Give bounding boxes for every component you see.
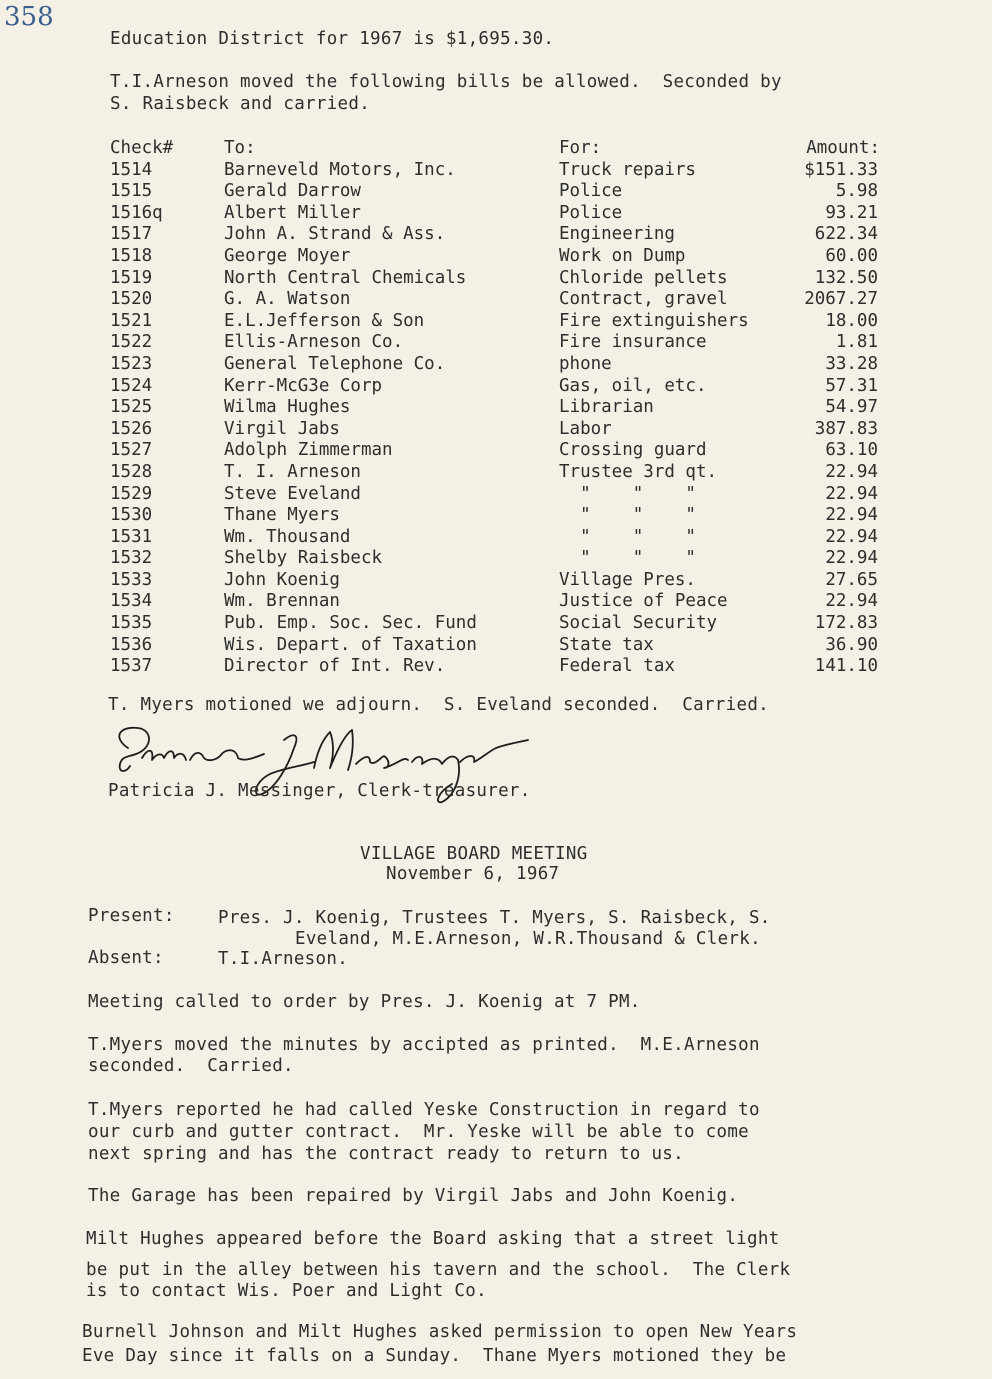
check-number: 1521 — [110, 310, 153, 331]
yeske-line-2: our curb and gutter contract. Mr. Yeske will be able to come — [88, 1122, 749, 1142]
purpose: State tax — [559, 634, 654, 655]
table-row — [110, 289, 890, 311]
amount: 141.10 — [814, 656, 878, 677]
check-number: 1536 — [110, 634, 153, 655]
purpose: Engineering — [559, 224, 675, 245]
table-row — [110, 268, 890, 290]
new-years-line-2: Eve Day since it falls on a Sunday. Thane Myers motioned they be — [82, 1346, 787, 1366]
purpose: Truck repairs — [559, 159, 696, 180]
purpose: " " " — [559, 505, 696, 526]
payee: George Moyer — [224, 245, 351, 266]
purpose: Gas, oil, etc. — [559, 375, 707, 396]
present-line-2: Eveland, M.E.Arneson, W.R.Thousand & Clerk. — [295, 929, 761, 949]
yeske-line-3: next spring and has the contract ready to return to us. — [88, 1144, 684, 1164]
table-row — [110, 397, 890, 419]
payee: Thane Myers — [224, 505, 340, 526]
check-number: 1531 — [110, 526, 153, 547]
amount: 27.65 — [825, 569, 878, 590]
amount: 622.34 — [814, 224, 878, 245]
amount: 22.94 — [825, 591, 878, 612]
check-number: 1516q — [110, 202, 163, 223]
check-number: 1524 — [110, 375, 153, 396]
table-row — [110, 527, 890, 549]
present-label: Present: — [88, 906, 175, 926]
table-row — [110, 311, 890, 333]
table-row — [110, 635, 890, 657]
payee: G. A. Watson — [224, 289, 351, 310]
amount: 36.90 — [825, 634, 878, 655]
check-number: 1530 — [110, 505, 153, 526]
street-light-line-3: is to contact Wis. Poer and Light Co. — [86, 1281, 487, 1301]
new-years-line-1: Burnell Johnson and Milt Hughes asked permission to open New Years — [82, 1322, 798, 1342]
purpose: Village Pres. — [559, 569, 696, 590]
header-to: To: — [224, 138, 256, 158]
payee: North Central Chemicals — [224, 267, 467, 288]
present-line-1: Pres. J. Koenig, Trustees T. Myers, S. Raisbeck, S. — [218, 908, 771, 928]
table-row — [110, 332, 890, 354]
payee: Steve Eveland — [224, 483, 361, 504]
absent-label: Absent: — [88, 948, 164, 968]
bills-table-header — [110, 138, 890, 160]
purpose: Trustee 3rd qt. — [559, 461, 718, 482]
amount: 60.00 — [825, 245, 878, 266]
garage-line: The Garage has been repaired by Virgil Jabs and John Koenig. — [88, 1186, 739, 1206]
table-row — [110, 224, 890, 246]
meeting-called-line: Meeting called to order by Pres. J. Koenig at 7 PM. — [88, 992, 641, 1012]
amount: $151.33 — [804, 159, 878, 180]
header-for: For: — [559, 138, 602, 158]
check-number: 1535 — [110, 613, 153, 634]
table-row — [110, 160, 890, 182]
table-row — [110, 484, 890, 506]
purpose: Social Security — [559, 613, 718, 634]
check-number: 1514 — [110, 159, 153, 180]
purpose: Fire extinguishers — [559, 310, 749, 331]
meeting-title: VILLAGE BOARD MEETING — [360, 844, 588, 864]
payee: Kerr-McG3e Corp — [224, 375, 383, 396]
purpose: " " " — [559, 483, 696, 504]
clerk-signature-line: Patricia J. Messinger, Clerk-treasurer. — [108, 781, 531, 801]
amount: 22.94 — [825, 548, 878, 569]
amount: 5.98 — [835, 181, 878, 202]
amount: 1.81 — [835, 332, 878, 353]
amount: 18.00 — [825, 310, 878, 331]
table-row — [110, 246, 890, 268]
purpose: Contract, gravel — [559, 289, 728, 310]
minutes-line-2: seconded. Carried. — [88, 1056, 294, 1076]
amount: 22.94 — [825, 483, 878, 504]
table-row — [110, 548, 890, 570]
minutes-line-1: T.Myers moved the minutes by accipted as printed. M.E.Arneson — [88, 1035, 760, 1055]
page-number: 358 — [4, 2, 54, 32]
check-number: 1526 — [110, 418, 153, 439]
table-row — [110, 440, 890, 462]
check-number: 1529 — [110, 483, 153, 504]
yeske-line-1: T.Myers reported he had called Yeske Construction in regard to — [88, 1100, 760, 1120]
amount: 2067.27 — [804, 289, 878, 310]
bills-motion-line-2: S. Raisbeck and carried. — [110, 94, 371, 114]
education-district-line: Education District for 1967 is $1,695.30. — [110, 29, 555, 49]
payee: Pub. Emp. Soc. Sec. Fund — [224, 613, 477, 634]
amount: 93.21 — [825, 202, 878, 223]
table-row — [110, 656, 890, 678]
check-number: 1520 — [110, 289, 153, 310]
purpose: Federal tax — [559, 656, 675, 677]
table-row — [110, 570, 890, 592]
amount: 33.28 — [825, 353, 878, 374]
table-row — [110, 419, 890, 441]
payee: John Koenig — [224, 569, 340, 590]
table-row — [110, 181, 890, 203]
table-row — [110, 376, 890, 398]
payee: T. I. Arneson — [224, 461, 361, 482]
amount: 54.97 — [825, 397, 878, 418]
purpose: phone — [559, 353, 612, 374]
amount: 22.94 — [825, 526, 878, 547]
payee: Wis. Depart. of Taxation — [224, 634, 477, 655]
amount: 387.83 — [814, 418, 878, 439]
purpose: Police — [559, 202, 623, 223]
table-row — [110, 613, 890, 635]
payee: General Telephone Co. — [224, 353, 446, 374]
table-row — [110, 203, 890, 225]
table-row — [110, 462, 890, 484]
payee: Wm. Thousand — [224, 526, 351, 547]
payee: E.L.Jefferson & Son — [224, 310, 425, 331]
check-number: 1522 — [110, 332, 153, 353]
payee: Director of Int. Rev. — [224, 656, 446, 677]
payee: Albert Miller — [224, 202, 361, 223]
check-number: 1518 — [110, 245, 153, 266]
table-row — [110, 505, 890, 527]
payee: Wm. Brennan — [224, 591, 340, 612]
payee: Gerald Darrow — [224, 181, 361, 202]
table-row — [110, 591, 890, 613]
purpose: Chloride pellets — [559, 267, 728, 288]
purpose: Police — [559, 181, 623, 202]
purpose: Crossing guard — [559, 440, 707, 461]
amount: 132.50 — [814, 267, 878, 288]
payee: Barneveld Motors, Inc. — [224, 159, 456, 180]
amount: 63.10 — [825, 440, 878, 461]
table-row — [110, 354, 890, 376]
check-number: 1515 — [110, 181, 153, 202]
payee: John A. Strand & Ass. — [224, 224, 446, 245]
purpose: Justice of Peace — [559, 591, 728, 612]
amount: 22.94 — [825, 461, 878, 482]
check-number: 1534 — [110, 591, 153, 612]
header-amount: Amount: — [806, 138, 880, 158]
adjourn-line: T. Myers motioned we adjourn. S. Eveland seconded. Carried. — [108, 695, 769, 715]
absent-value: T.I.Arneson. — [218, 949, 349, 969]
payee: Adolph Zimmerman — [224, 440, 393, 461]
street-light-line-1: Milt Hughes appeared before the Board asking that a street light — [86, 1229, 780, 1249]
amount: 57.31 — [825, 375, 878, 396]
bills-motion-line-1: T.I.Arneson moved the following bills be allowed. Seconded by — [110, 72, 782, 92]
meeting-date: November 6, 1967 — [386, 864, 560, 884]
purpose: Fire insurance — [559, 332, 707, 353]
amount: 22.94 — [825, 505, 878, 526]
amount: 172.83 — [814, 613, 878, 634]
purpose: " " " — [559, 548, 696, 569]
purpose: Labor — [559, 418, 612, 439]
purpose: " " " — [559, 526, 696, 547]
check-number: 1527 — [110, 440, 153, 461]
header-check: Check# — [110, 138, 174, 158]
check-number: 1537 — [110, 656, 153, 677]
purpose: Librarian — [559, 397, 654, 418]
payee: Ellis-Arneson Co. — [224, 332, 404, 353]
check-number: 1523 — [110, 353, 153, 374]
payee: Shelby Raisbeck — [224, 548, 383, 569]
street-light-line-2: be put in the alley between his tavern and the school. The Clerk — [86, 1260, 791, 1280]
bills-table-body — [110, 160, 890, 678]
check-number: 1533 — [110, 569, 153, 590]
check-number: 1517 — [110, 224, 153, 245]
payee: Wilma Hughes — [224, 397, 351, 418]
check-number: 1528 — [110, 461, 153, 482]
check-number: 1519 — [110, 267, 153, 288]
check-number: 1532 — [110, 548, 153, 569]
payee: Virgil Jabs — [224, 418, 340, 439]
bills-table — [110, 138, 890, 678]
check-number: 1525 — [110, 397, 153, 418]
purpose: Work on Dump — [559, 245, 686, 266]
